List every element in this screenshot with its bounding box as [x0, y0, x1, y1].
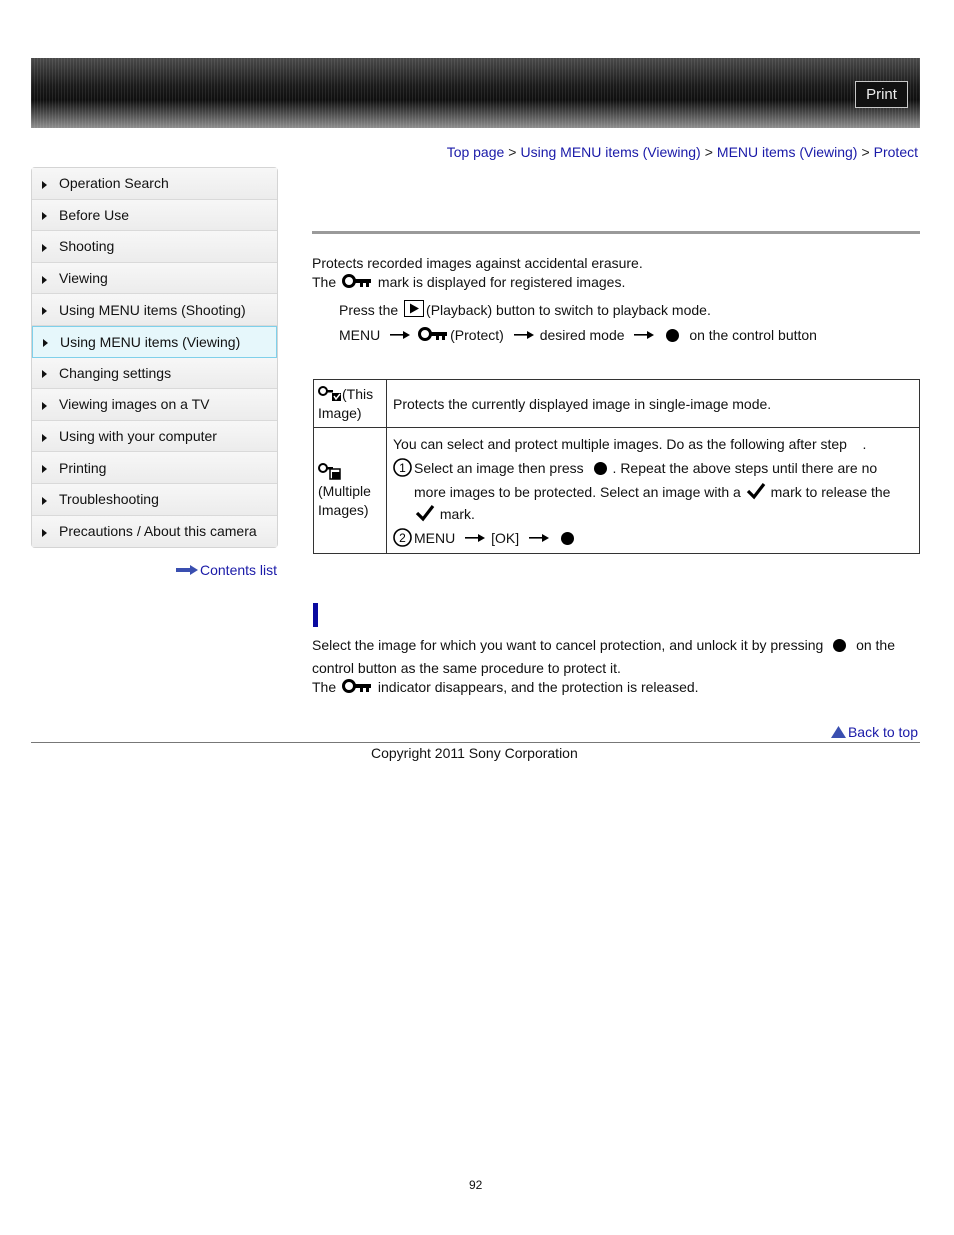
svg-text:1: 1	[399, 460, 406, 475]
sidebar-item-precautions[interactable]	[32, 516, 277, 548]
cancel-line-2: control button as the same procedure to protect it.	[312, 660, 621, 676]
triangle-right-icon	[42, 529, 47, 537]
check-mark-icon	[746, 482, 766, 500]
sidebar-item-changing-settings[interactable]	[32, 358, 277, 390]
triangle-right-icon	[42, 370, 47, 378]
table-row	[314, 380, 920, 428]
this-image-label: (This Image)	[318, 386, 374, 421]
sidebar-item-label: Using with your computer	[59, 428, 217, 445]
breadcrumb-separator: >	[704, 144, 713, 160]
multiple-images-desc	[387, 428, 920, 554]
contents-arrow-icon	[176, 565, 198, 575]
right-arrow-icon	[465, 534, 485, 542]
breadcrumb-menu-items-viewing[interactable]: MENU items (Viewing)	[716, 144, 858, 160]
control-button-center-icon	[666, 329, 679, 342]
table-row	[314, 428, 920, 554]
sidebar-item-menu-viewing[interactable]	[32, 326, 277, 358]
intro-mark-text	[312, 273, 625, 290]
multi-step2-ok: [OK]	[491, 529, 520, 546]
breadcrumb	[447, 144, 918, 160]
sidebar-nav	[31, 167, 278, 548]
multi-intro	[393, 433, 913, 455]
breadcrumb-separator: >	[861, 144, 870, 160]
triangle-right-icon	[42, 307, 47, 315]
triangle-right-icon	[42, 402, 47, 410]
circled-two-icon	[393, 528, 412, 547]
breadcrumb-protect[interactable]: Protect	[873, 144, 918, 160]
header-banner	[31, 58, 920, 128]
multiple-images-label: (Multiple Images)	[318, 482, 371, 518]
right-arrow-icon	[529, 534, 549, 542]
sidebar-item-before-use[interactable]	[32, 200, 277, 232]
protect-key-icon	[418, 326, 448, 342]
triangle-right-icon	[42, 244, 47, 252]
up-triangle-icon	[831, 726, 846, 738]
this-image-desc: Protects the currently displayed image in single-image mode.	[387, 380, 920, 428]
section-heading-bar	[313, 603, 318, 627]
step2-protect: (Protect)	[450, 327, 504, 343]
triangle-right-icon	[42, 497, 47, 505]
sidebar-item-viewing[interactable]	[32, 263, 277, 295]
step2-end: on the control button	[689, 327, 817, 343]
sidebar-item-label: Using MENU items (Shooting)	[59, 301, 246, 318]
multi-step1-line2-post: mark to release the	[770, 483, 891, 500]
control-button-center-icon	[833, 639, 846, 652]
sidebar-item-label: Precautions / About this camera	[59, 523, 257, 540]
triangle-right-icon	[42, 212, 47, 220]
multi-step-1-cont2	[393, 503, 913, 525]
right-arrow-icon	[390, 331, 410, 339]
step2-menu: MENU	[339, 327, 381, 343]
breadcrumb-top-page[interactable]: Top page	[446, 144, 505, 160]
protect-single-icon	[318, 384, 342, 402]
cancel-line-1	[312, 637, 895, 653]
triangle-right-icon	[42, 276, 47, 284]
sidebar-item-label: Using MENU items (Viewing)	[60, 333, 241, 350]
multi-intro-end: .	[862, 435, 867, 452]
triangle-right-icon	[43, 339, 48, 347]
contents-list-link[interactable]	[176, 562, 277, 578]
right-arrow-icon	[514, 331, 534, 339]
copyright: Copyright 2011 Sony Corporation	[371, 745, 578, 761]
intro-post: mark is displayed for registered images.	[377, 274, 626, 290]
protect-key-icon	[342, 273, 372, 289]
protect-modes-table	[313, 379, 920, 554]
intro-pre: The	[312, 274, 337, 290]
step-2	[339, 326, 817, 343]
print-button[interactable]: Print	[855, 81, 908, 108]
contents-list-label: Contents list	[200, 562, 278, 578]
sidebar-item-menu-shooting[interactable]	[32, 294, 277, 326]
protect-multiple-icon	[318, 462, 342, 480]
triangle-right-icon	[42, 465, 47, 473]
multi-step-1	[393, 457, 913, 479]
control-button-center-icon	[594, 462, 607, 475]
page-number: 92	[469, 1178, 483, 1192]
title-divider	[312, 231, 920, 234]
triangle-right-icon	[42, 434, 47, 442]
footer-divider	[31, 742, 920, 743]
sidebar-item-label: Before Use	[59, 206, 130, 223]
sidebar-item-label: Operation Search	[59, 175, 169, 192]
step1-pre: Press the	[339, 302, 399, 318]
step2-mode: desired mode	[539, 327, 625, 343]
protect-key-icon	[342, 678, 372, 694]
svg-text:2: 2	[399, 530, 406, 545]
step-1	[339, 300, 711, 318]
sidebar-item-operation-search[interactable]	[32, 168, 277, 200]
multi-step-2	[393, 527, 913, 549]
multi-step1-line3: mark.	[439, 505, 475, 522]
multi-step1-post: . Repeat the above steps until there are no	[612, 459, 878, 476]
sidebar-item-label: Printing	[59, 459, 107, 476]
breadcrumb-separator: >	[508, 144, 517, 160]
cancel-line1-pre: Select the image for which you want to cancel protection, and unlock it by pressing	[312, 637, 824, 653]
cancel-line3-post: indicator disappears, and the protection is released.	[377, 679, 699, 695]
multi-step2-menu: MENU	[414, 529, 456, 546]
sidebar-item-label: Viewing images on a TV	[59, 396, 210, 413]
sidebar-item-label: Changing settings	[59, 364, 172, 381]
sidebar-item-computer[interactable]	[32, 421, 277, 453]
back-to-top-link[interactable]	[831, 724, 918, 740]
sidebar-item-label: Troubleshooting	[59, 491, 159, 508]
sidebar-item-printing[interactable]	[32, 452, 277, 484]
multi-step-1-cont	[393, 481, 913, 503]
right-arrow-icon	[634, 331, 654, 339]
playback-icon	[404, 300, 424, 317]
multi-step1-line2: more images to be protected. Select an image with a	[414, 483, 741, 500]
multi-step1-pre: Select an image then press	[414, 459, 584, 476]
sidebar-item-label: Shooting	[59, 238, 115, 255]
this-image-cell	[314, 380, 387, 428]
cancel-line1-post: on the	[856, 637, 895, 653]
cancel-line-3	[312, 678, 699, 695]
control-button-center-icon	[561, 532, 574, 545]
back-to-top-label: Back to top	[847, 724, 918, 740]
triangle-right-icon	[42, 181, 47, 189]
breadcrumb-using-menu-viewing[interactable]: Using MENU items (Viewing)	[520, 144, 701, 160]
circled-one-icon	[393, 458, 412, 477]
intro-text: Protects recorded images against accidental erasure.	[312, 255, 643, 271]
multiple-images-cell	[314, 428, 387, 554]
sidebar-item-viewing-tv[interactable]	[32, 389, 277, 421]
sidebar-item-troubleshooting[interactable]	[32, 484, 277, 516]
check-mark-icon	[415, 504, 435, 522]
sidebar-item-label: Viewing	[59, 270, 108, 287]
multi-intro-text: You can select and protect multiple images. Do as the following after step	[393, 435, 847, 452]
sidebar-item-shooting[interactable]	[32, 231, 277, 263]
cancel-line3-pre: The	[312, 679, 337, 695]
step1-post: (Playback) button to switch to playback mode.	[426, 302, 711, 318]
